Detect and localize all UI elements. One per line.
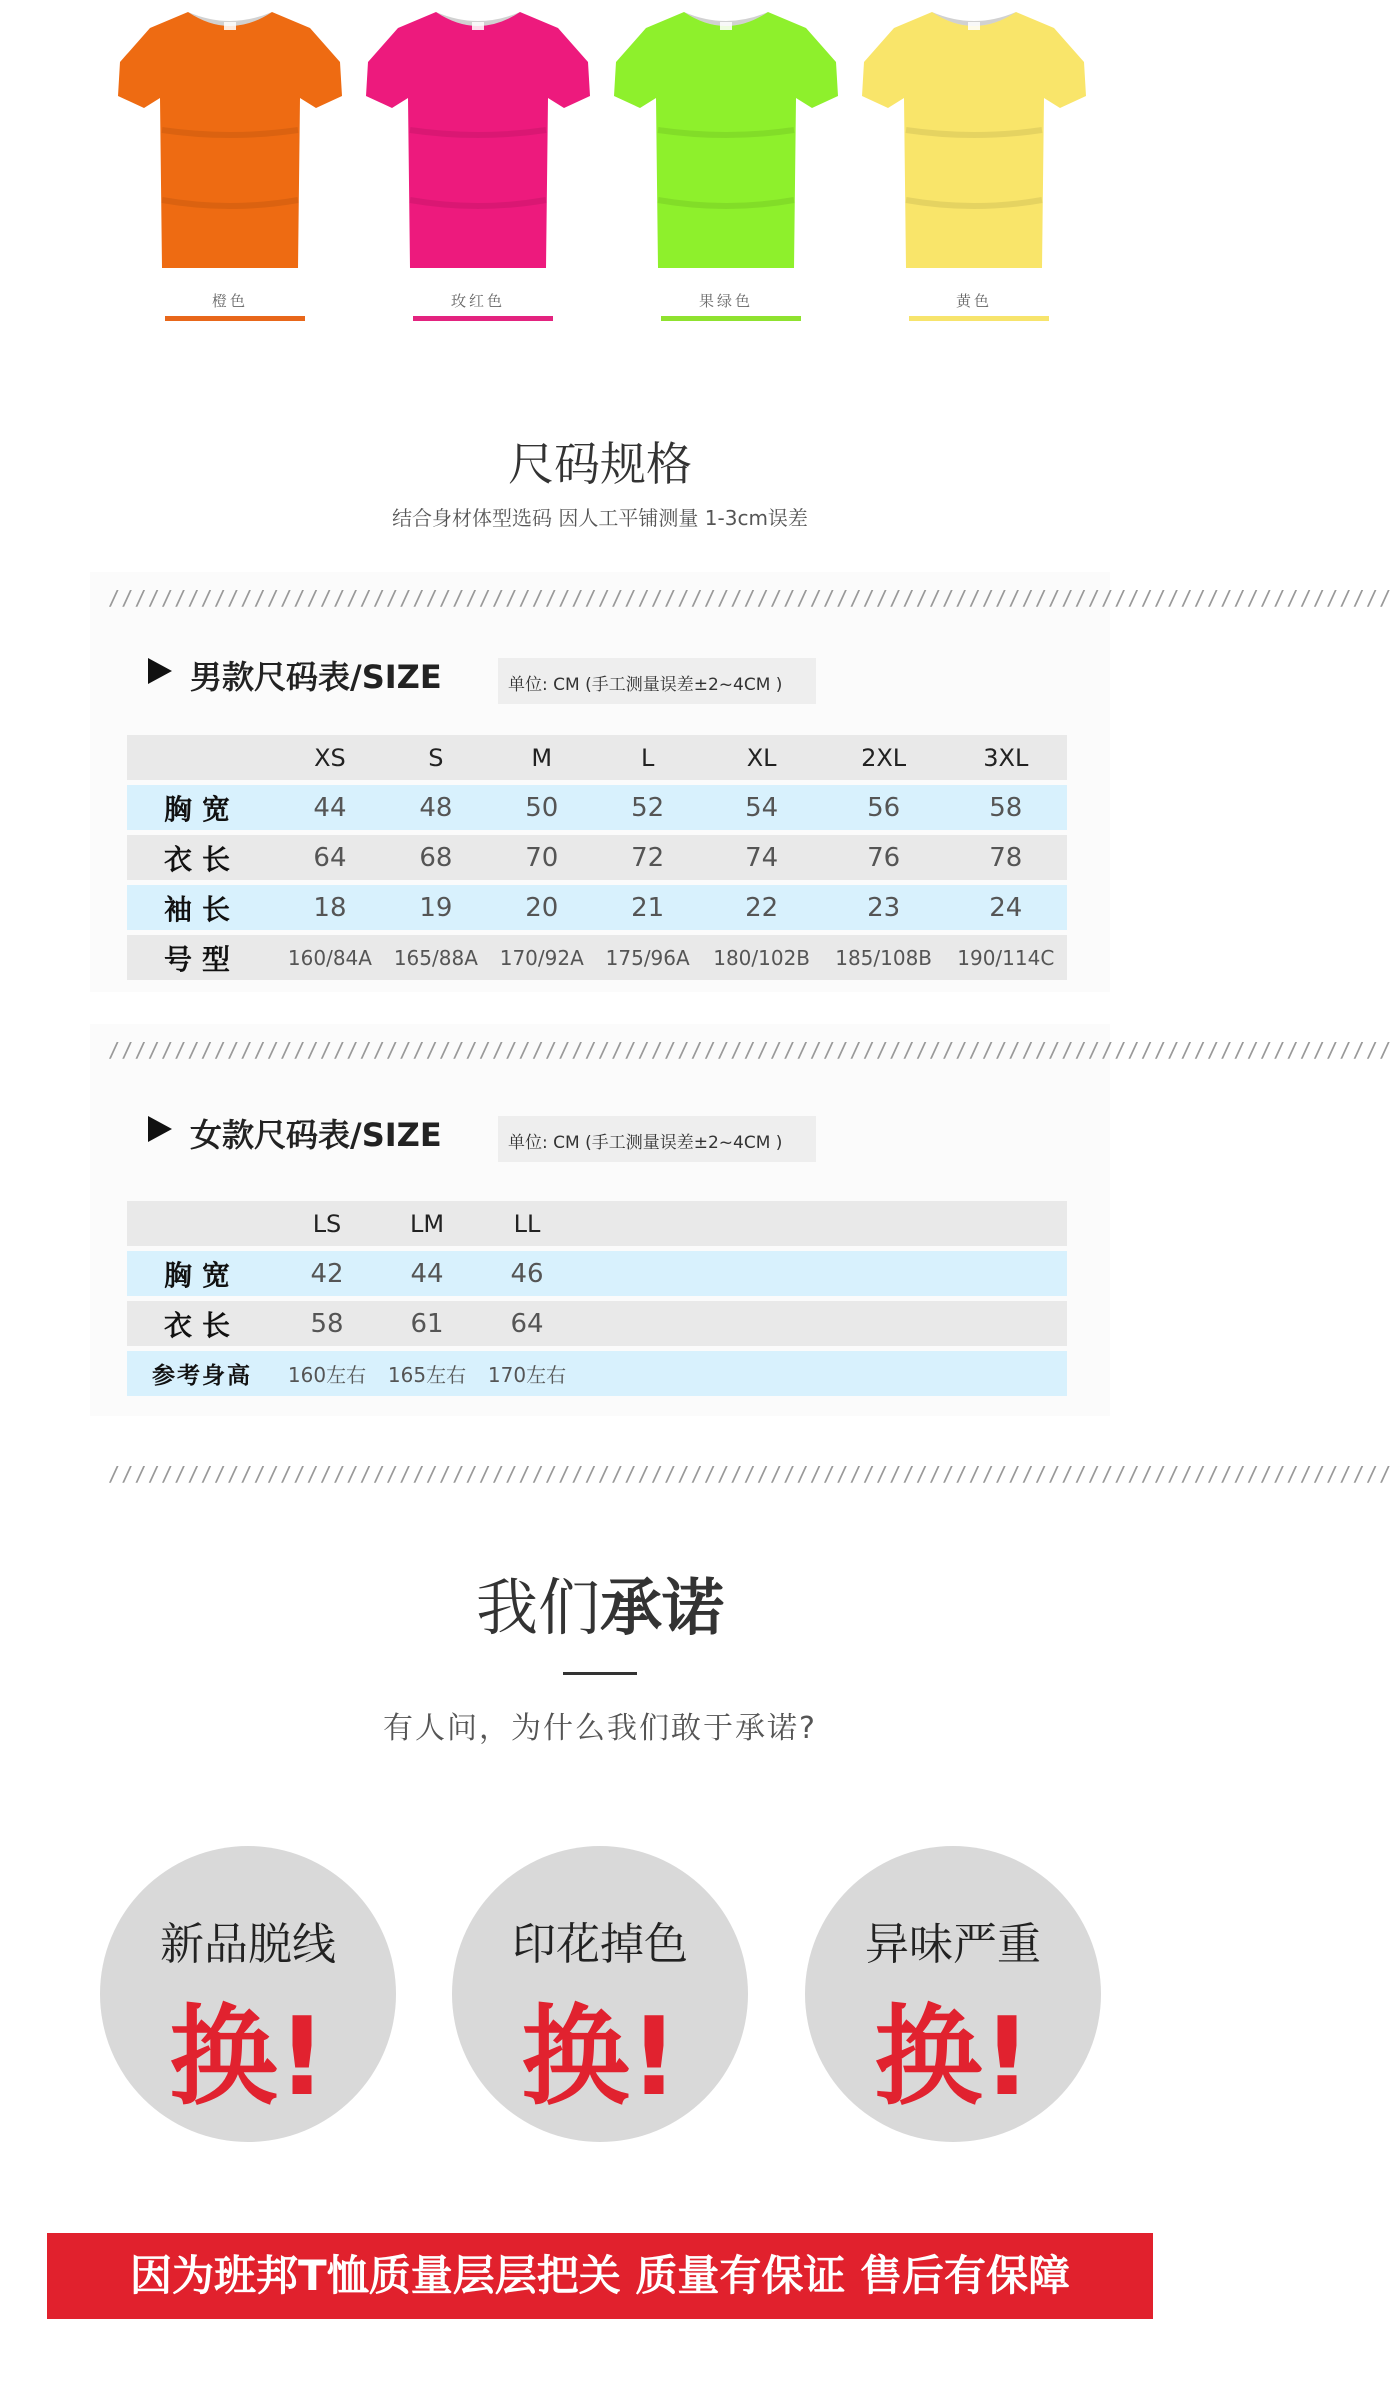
table-row <box>127 1251 1067 1296</box>
row-label: 衣长 <box>127 1301 277 1346</box>
size-header: XL <box>701 735 823 780</box>
table-cell: 64 <box>477 1301 577 1346</box>
size-header: 3XL <box>945 735 1067 780</box>
color-swatch-row <box>110 0 1090 330</box>
hatch-divider: ///////////////////////////////////////////////////////////////////////////////////////////////// <box>108 1038 1392 1062</box>
table-corner <box>127 735 277 780</box>
promise-title <box>0 1558 1200 1647</box>
table-cell: 44 <box>277 785 383 830</box>
table-cell: 160左右 <box>277 1351 377 1396</box>
table-cell: 76 <box>823 835 945 880</box>
table-cell: 58 <box>277 1301 377 1346</box>
table-cell: 56 <box>823 785 945 830</box>
promise-question: 有人问，为什么我们敢于承诺? <box>383 1711 817 1746</box>
table-spacer <box>577 1301 1067 1346</box>
table-cell: 170/92A <box>489 935 595 980</box>
table-cell: 68 <box>383 835 489 880</box>
promise-issue: 新品脱线 <box>160 1919 336 1970</box>
table-cell: 42 <box>277 1251 377 1296</box>
table-row <box>127 885 1067 930</box>
table-cell: 22 <box>701 885 823 930</box>
size-header: S <box>383 735 489 780</box>
table-corner <box>127 1201 277 1246</box>
promise-exchange: 换! <box>874 1995 1032 2120</box>
table-cell: 23 <box>823 885 945 930</box>
swatch-underline <box>413 316 553 321</box>
table-cell: 19 <box>383 885 489 930</box>
swatch-rose[interactable] <box>358 0 598 330</box>
table-row <box>127 1351 1067 1396</box>
promise-exchange: 换! <box>521 1995 679 2120</box>
table-cell: 50 <box>489 785 595 830</box>
swatch-orange[interactable] <box>110 0 350 330</box>
table-cell: 24 <box>945 885 1067 930</box>
table-row <box>127 835 1067 880</box>
row-label: 胸宽 <box>127 785 277 830</box>
size-header: XS <box>277 735 383 780</box>
table-cell: 160/84A <box>277 935 383 980</box>
tshirt-image <box>854 0 1094 280</box>
size-header: LS <box>277 1201 377 1246</box>
table-cell: 52 <box>595 785 701 830</box>
swatch-lime[interactable] <box>606 0 846 330</box>
table-cell: 185/108B <box>823 935 945 980</box>
men-size-table <box>127 730 1067 985</box>
table-cell: 72 <box>595 835 701 880</box>
swatch-name: 黄色 <box>955 292 992 310</box>
table-cell: 18 <box>277 885 383 930</box>
promise-title-light: 我们 <box>475 1571 600 1644</box>
women-table-title: 女款尺码表/SIZE <box>190 1116 442 1154</box>
hatch-divider: ///////////////////////////////////////////////////////////////////////////////////////////////// <box>108 1462 1392 1486</box>
triangle-right-icon <box>148 658 172 684</box>
table-row <box>127 785 1067 830</box>
table-cell: 74 <box>701 835 823 880</box>
promise-title-bold: 承诺 <box>600 1571 725 1644</box>
swatch-yellow[interactable] <box>854 0 1094 330</box>
table-spacer <box>577 1201 1067 1246</box>
table-cell: 175/96A <box>595 935 701 980</box>
table-spacer <box>577 1351 1067 1396</box>
table-cell: 190/114C <box>945 935 1067 980</box>
size-header: L <box>595 735 701 780</box>
table-cell: 44 <box>377 1251 477 1296</box>
table-cell: 46 <box>477 1251 577 1296</box>
quality-banner: 因为班邦T恤质量层层把关 质量有保证 售后有保障 <box>47 2233 1153 2319</box>
table-cell: 70 <box>489 835 595 880</box>
men-unit-note: 单位: CM (手工测量误差±2~4CM ) <box>498 658 816 704</box>
table-cell: 165/88A <box>383 935 489 980</box>
swatch-underline <box>165 316 305 321</box>
row-label: 号型 <box>127 935 277 980</box>
table-cell: 54 <box>701 785 823 830</box>
women-size-table <box>127 1196 1067 1401</box>
table-cell: 21 <box>595 885 701 930</box>
promise-issue: 印花掉色 <box>512 1919 688 1970</box>
swatch-name: 玫红色 <box>450 292 505 310</box>
table-row <box>127 1301 1067 1346</box>
hatch-divider: ///////////////////////////////////////////////////////////////////////////////////////////////// <box>108 586 1392 610</box>
size-header: M <box>489 735 595 780</box>
row-label: 胸宽 <box>127 1251 277 1296</box>
table-cell: 165左右 <box>377 1351 477 1396</box>
table-cell: 48 <box>383 785 489 830</box>
table-cell: 170左右 <box>477 1351 577 1396</box>
row-label: 袖长 <box>127 885 277 930</box>
promise-exchange: 换! <box>169 1995 327 2120</box>
men-table-title: 男款尺码表/SIZE <box>190 658 442 696</box>
divider <box>563 1672 637 1675</box>
swatch-underline <box>909 316 1049 321</box>
women-unit-note: 单位: CM (手工测量误差±2~4CM ) <box>498 1116 816 1162</box>
table-header-row <box>127 735 1067 780</box>
table-cell: 64 <box>277 835 383 880</box>
swatch-name: 橙色 <box>211 292 248 310</box>
swatch-name: 果绿色 <box>698 292 753 310</box>
tshirt-image <box>110 0 350 280</box>
table-cell: 61 <box>377 1301 477 1346</box>
table-spacer <box>577 1251 1067 1296</box>
table-cell: 78 <box>945 835 1067 880</box>
tshirt-image <box>358 0 598 280</box>
size-header: LL <box>477 1201 577 1246</box>
promise-issue: 异味严重 <box>865 1919 1041 1970</box>
promise-circle <box>452 1846 748 2142</box>
tshirt-image <box>606 0 846 280</box>
row-label: 参考身高 <box>127 1351 277 1396</box>
promise-circle <box>805 1846 1101 2142</box>
row-label: 衣长 <box>127 835 277 880</box>
size-section-title: 尺码规格 <box>508 437 692 491</box>
table-cell: 20 <box>489 885 595 930</box>
promise-circle <box>100 1846 396 2142</box>
size-section-subtitle: 结合身材体型选码 因人工平铺测量 1-3cm误差 <box>392 506 808 530</box>
size-header: 2XL <box>823 735 945 780</box>
table-row <box>127 935 1067 980</box>
table-cell: 58 <box>945 785 1067 830</box>
swatch-underline <box>661 316 801 321</box>
size-header: LM <box>377 1201 477 1246</box>
table-header-row <box>127 1201 1067 1246</box>
triangle-right-icon <box>148 1116 172 1142</box>
table-cell: 180/102B <box>701 935 823 980</box>
